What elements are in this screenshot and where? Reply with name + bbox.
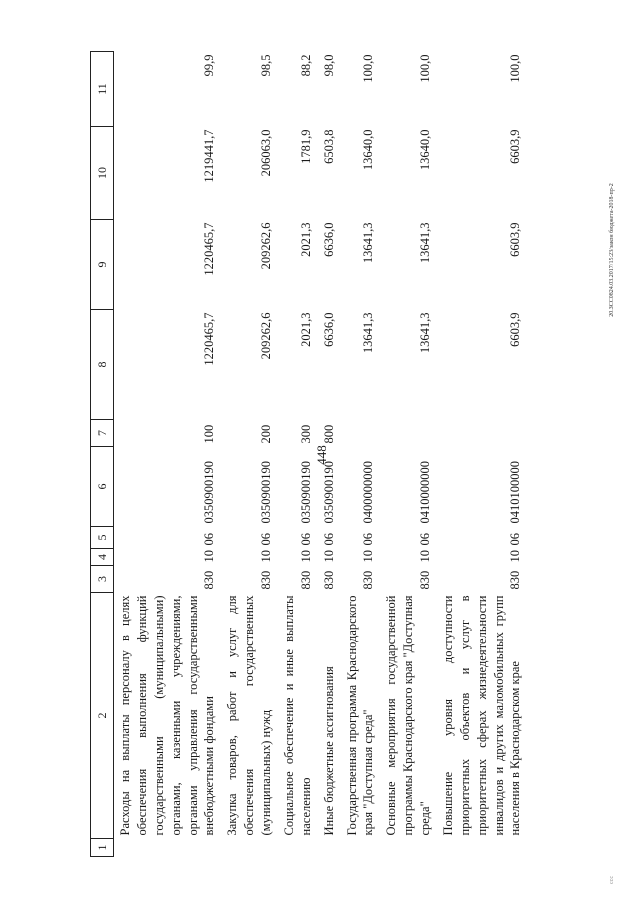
row-num-cell — [341, 839, 381, 857]
subsection-cell: 06 — [298, 533, 313, 546]
amount-cell: 2021,3 — [298, 312, 313, 347]
ministry-code-cell: 830 — [321, 570, 336, 590]
target-article-cell: 0410100000 — [508, 461, 523, 524]
ministry-code-cell: 830 — [259, 570, 273, 590]
header-cell: 5 — [91, 527, 114, 549]
subsection-cell: 06 — [202, 533, 217, 546]
amount-cell: 209262,6 — [259, 222, 273, 270]
expense-type-cell: 300 — [298, 424, 313, 444]
amount-cell: 1220465,7 — [202, 222, 217, 276]
section-cell: 10 — [508, 550, 523, 563]
section-cell: 10 — [298, 550, 313, 563]
amount-cell: 13641,3 — [418, 312, 432, 354]
amount-cell: 206063,0 — [259, 129, 273, 177]
header-cell: 1 — [91, 839, 114, 857]
amount-cell: 6603,9 — [508, 312, 523, 347]
percent-cell: 100,0 — [418, 54, 432, 83]
rotated-table-area — [90, 52, 610, 857]
description-cell: Закупка товаров, работ и услуг для обеспечения государственных (муниципальных) нужд — [225, 595, 273, 836]
amount-cell: 6636,0 — [321, 312, 336, 347]
percent-cell: 98,5 — [259, 54, 273, 77]
percent-cell: 88,2 — [298, 54, 313, 77]
header-cell: 8 — [91, 310, 114, 420]
description-cell: Социальное обеспечение и иные выплаты населению — [281, 595, 313, 836]
subsection-cell: 06 — [361, 533, 376, 546]
percent-cell: 100,0 — [508, 54, 523, 83]
description-cell: Основные мероприятия государственной программы Краснодарского края "Доступная среда" — [384, 595, 432, 836]
table-header-row — [91, 52, 114, 857]
table-row — [318, 52, 341, 857]
amount-cell: 13641,3 — [361, 222, 376, 264]
target-article-cell: 0410000000 — [418, 461, 432, 524]
ministry-code-cell: 830 — [508, 570, 523, 590]
percent-cell: 100,0 — [361, 54, 376, 83]
amount-cell: 209262,6 — [259, 312, 273, 360]
description-cell: Повышение уровня доступности приоритетных объектов и услуг в приоритетных сферах жизнедеятельности инвалидов и других маломобильных групп населения в Краснодарском крае — [440, 595, 523, 836]
table-row — [278, 52, 318, 857]
percent-cell: 98,0 — [321, 54, 336, 77]
amount-cell: 13641,3 — [361, 312, 376, 354]
table-row — [380, 52, 437, 857]
amount-cell: 1781,9 — [298, 129, 313, 164]
subsection-cell: 06 — [418, 533, 432, 546]
amount-cell: 1220465,7 — [202, 312, 217, 366]
row-num-cell — [221, 839, 278, 857]
expense-type-cell — [437, 420, 527, 447]
header-cell: 9 — [91, 220, 114, 310]
target-article-cell: 0350900190 — [321, 461, 336, 524]
description-cell: Расходы на выплаты персоналу в целях обеспечения выполнения функций государственными (муниципальными) органами, казенными учреждениями, органами управления государственными внебюджетными фондами — [118, 595, 217, 836]
table-wrapper — [90, 52, 610, 857]
row-num-cell — [114, 839, 222, 857]
row-num-cell — [437, 839, 527, 857]
amount-cell: 6636,0 — [321, 222, 336, 257]
table-row — [114, 52, 222, 857]
header-cell: 3 — [91, 566, 114, 593]
subsection-cell: 06 — [508, 533, 523, 546]
row-num-cell — [318, 839, 341, 857]
row-num-cell — [380, 839, 437, 857]
ministry-code-cell: 830 — [202, 570, 217, 590]
section-cell: 10 — [321, 550, 336, 563]
table-row — [437, 52, 527, 857]
subsection-cell: 06 — [259, 533, 273, 546]
row-num-cell — [278, 839, 318, 857]
amount-cell: 6603,9 — [508, 129, 523, 164]
amount-cell: 1219441,7 — [202, 129, 217, 183]
amount-cell: 2021,3 — [298, 222, 313, 257]
description-cell: Иные бюджетные ассигнования — [321, 666, 336, 836]
table-row — [341, 52, 381, 857]
amount-cell: 6503,8 — [321, 129, 336, 164]
expense-type-cell: 200 — [259, 424, 273, 444]
target-article-cell: 0350900190 — [259, 461, 273, 524]
amount-cell: 6603,9 — [508, 222, 523, 257]
target-article-cell: 0350900190 — [298, 461, 313, 524]
ministry-code-cell: 830 — [298, 570, 313, 590]
expense-type-cell — [341, 420, 381, 447]
section-cell: 10 — [361, 550, 376, 563]
expense-type-cell — [380, 420, 437, 447]
description-cell: Государственная программа Краснодарского края "Доступная среда" — [344, 595, 376, 836]
header-cell: 11 — [91, 52, 114, 127]
header-cell: 10 — [91, 127, 114, 220]
header-cell: 7 — [91, 420, 114, 447]
section-cell: 10 — [202, 550, 217, 563]
footer-document-code: 20.ЗСС0824.03.2017/15:23/закон бюджета-2018-пр-2 — [609, 183, 615, 317]
amount-cell: 13640,0 — [361, 129, 376, 171]
target-article-cell: 0350900190 — [202, 461, 217, 524]
amount-cell: 13640,0 — [418, 129, 432, 171]
header-cell: 2 — [91, 593, 114, 839]
target-article-cell: 0400000000 — [361, 461, 376, 524]
subsection-cell: 06 — [321, 533, 336, 546]
section-cell: 10 — [259, 550, 273, 563]
percent-cell: 99,9 — [202, 54, 217, 77]
ministry-code-cell: 830 — [361, 570, 376, 590]
amount-cell: 13641,3 — [418, 222, 432, 264]
expense-type-cell: 100 — [202, 424, 217, 444]
section-cell: 10 — [418, 550, 432, 563]
corner-mark: ссс — [609, 876, 615, 884]
header-cell: 6 — [91, 447, 114, 527]
table-row — [221, 52, 278, 857]
budget-table — [90, 51, 527, 857]
ministry-code-cell: 830 — [418, 570, 432, 590]
expense-type-cell: 800 — [321, 424, 336, 444]
page-number: 448 — [314, 445, 329, 465]
header-cell: 4 — [91, 549, 114, 566]
